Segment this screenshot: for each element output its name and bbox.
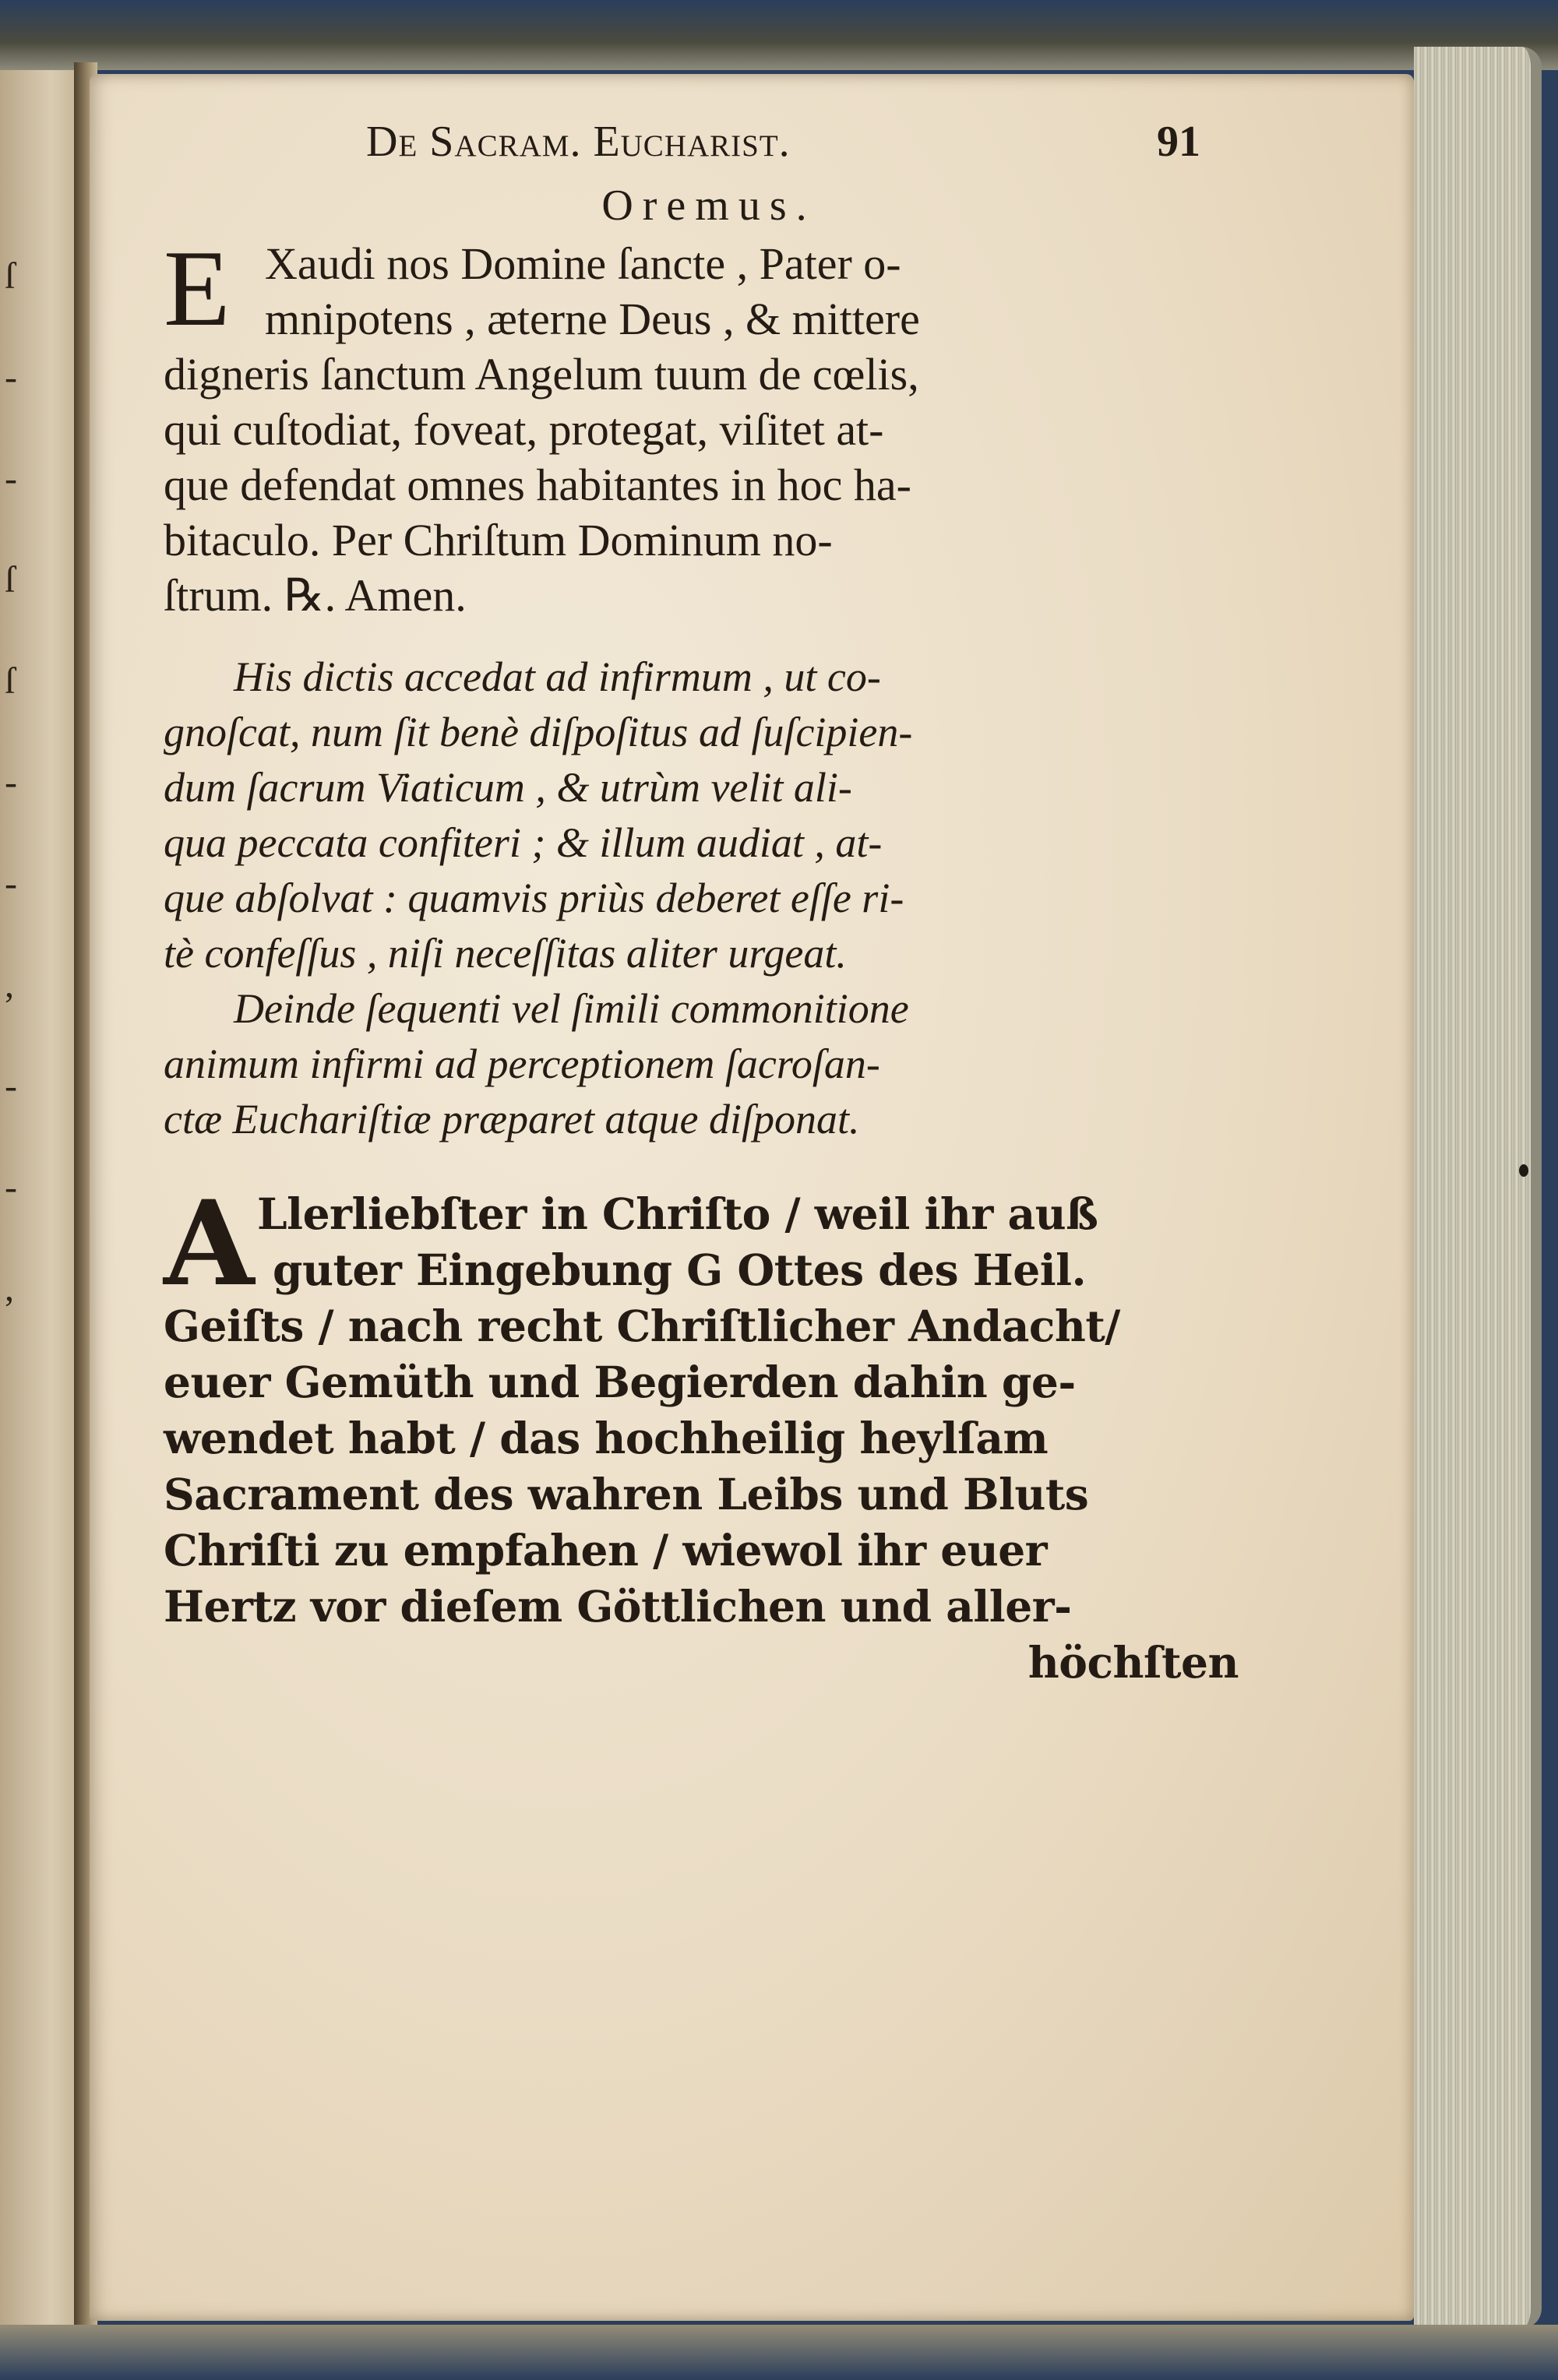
section-heading: Oremus. [601,181,816,230]
prayer-line: digneris ſanctum Angelum tuum de cœlis, [164,349,919,400]
rubric-line: His dictis accedat ad infirmum , ut co- [234,653,881,700]
rubric-instructions [164,650,1254,1147]
latin-prayer [164,228,1254,623]
book-cover-bottom [0,2325,1558,2380]
rubric-line: animum infirmi ad perceptionem ſacroſan- [164,1040,880,1087]
left-page-fragment: ſ [5,559,16,600]
prayer-line: Xaudi nos Domine ſancte , Pater o- [265,238,901,289]
rubric-line: tè confeſſus , niſi neceſſitas aliter urgeat. [164,930,847,977]
page-number: 91 [1157,118,1200,166]
catchword: höchſten [1028,1637,1239,1688]
german-line: Geiſts / nach recht Chriſtlicher Andacht/ [164,1301,1120,1351]
left-page-fragment: - [5,762,17,803]
rubric-line: ctæ Euchariſtiæ præparet atque diſponat. [164,1096,860,1142]
ink-dot [1519,1164,1528,1177]
left-page-fragment: ſ [5,255,16,297]
german-line: Chriſti zu empfahen / wiewol ihr euer [164,1525,1048,1576]
german-line: guter Eingebung G Ottes des Heil. [273,1245,1087,1295]
left-page-fragment: , [5,964,14,1005]
prayer-line: ſtrum. ℞. Amen. [164,570,467,621]
left-page-fragment: , [5,1268,14,1309]
left-page-fragment: - [5,357,17,398]
german-line: wendet habt / das hochheilig heylſam [164,1413,1049,1463]
page-header [164,117,1254,175]
german-line: euer Gemüth und Begierden dahin ge- [164,1357,1076,1407]
german-line: Sacrament des wahren Leibs und Bluts [164,1469,1089,1519]
rubric-line: Deinde ſequenti vel ſimili commonitione [234,985,909,1032]
left-page-fragments [5,226,75,1340]
rubric-line: que abſolvat : quamvis priùs deberet eſſe ri- [164,875,904,921]
prayer-line: qui cuſtodiat, foveat, protegat, viſitet at- [164,404,884,455]
running-head: De Sacram. Eucharist. [366,118,791,166]
left-page-fragment: - [5,458,17,499]
german-line: Llerliebſter in Chriſto / weil ihr auß [257,1188,1098,1239]
rubric-line: gnoſcat, num ſit benè diſpoſitus ad ſuſcipien- [164,709,913,755]
german-exhortation [164,1175,1254,1691]
left-page-fragment: ſ [5,660,16,702]
page-block-edges [1414,47,1542,2329]
page-text [164,117,1254,1691]
drop-capital: E [164,228,231,349]
left-page-fragment: - [5,863,17,904]
prayer-line: bitaculo. Per Chriſtum Dominum no- [164,515,833,565]
prayer-line: que defendat omnes habitantes in hoc ha- [164,459,911,510]
prayer-line: mnipotens , æterne Deus , & mittere [265,294,920,344]
left-page-fragment: - [5,1167,17,1208]
drop-capital: A [164,1175,255,1312]
german-line: Hertz vor dieſem Göttlichen und aller- [164,1581,1072,1632]
rubric-line: dum ſacrum Viaticum , & utrùm velit ali- [164,764,852,811]
book-cover-top [0,0,1558,70]
left-page-fragment: - [5,1065,17,1107]
rubric-line: qua peccata confiteri ; & illum audiat , at- [164,819,883,866]
